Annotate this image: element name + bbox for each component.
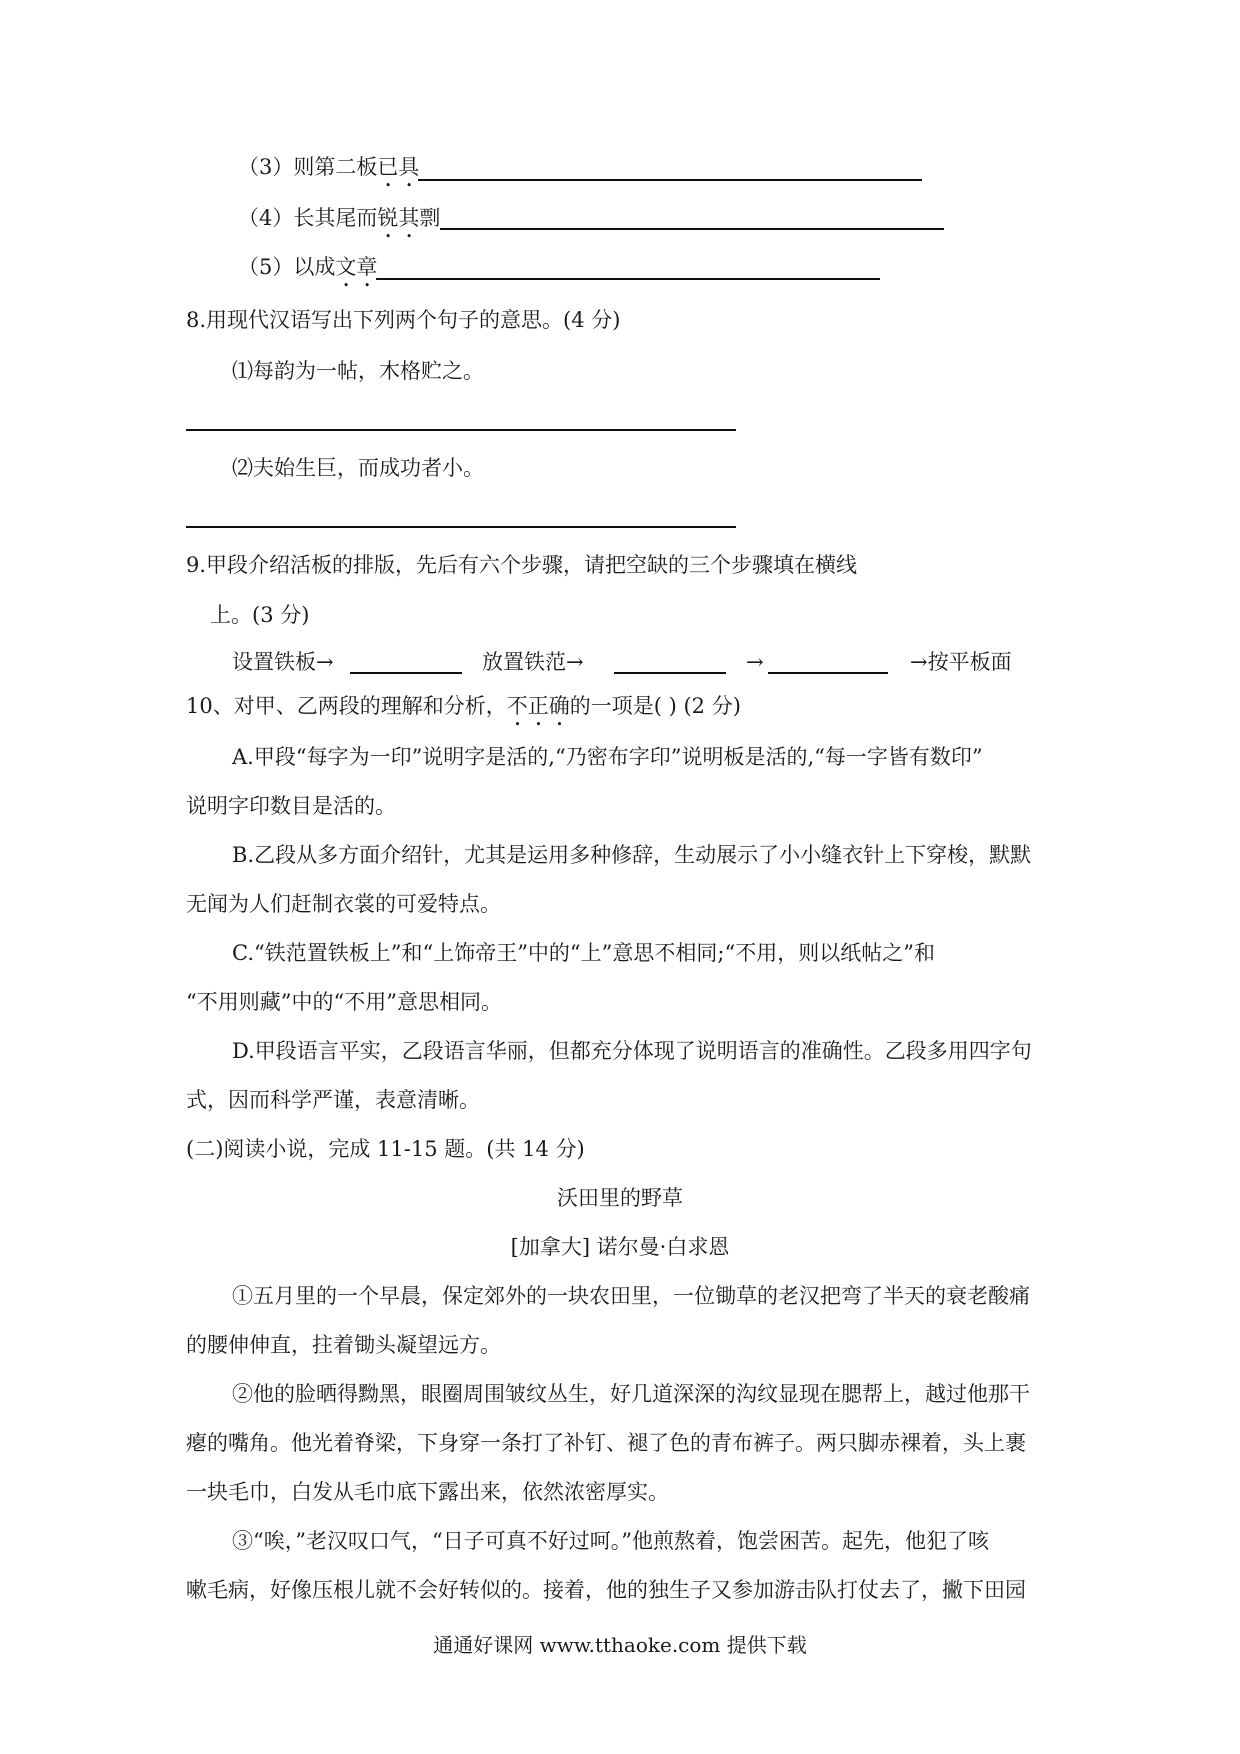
q8-answer-line-1[interactable] (186, 429, 736, 431)
q8-answer-line-2[interactable] (186, 526, 736, 528)
q9-answer-blank-1[interactable] (350, 672, 462, 674)
q10-stem-text: 10、对甲、乙两段的理解和分析， (186, 694, 507, 718)
q7-item-3-text: （3）则第二板 (238, 155, 378, 179)
q8-stem: 8.用现代汉语写出下列两个句子的意思。(4 分) (186, 308, 621, 332)
q7-item-3-dotted: 已具 (377, 155, 420, 179)
q10-stem-dotted: 不正确 (506, 694, 570, 718)
q8-sentence-1: ⑴每韵为一帖，木格贮之。 (232, 359, 484, 383)
q10-option-d-line-2: 式，因而科学严谨，表意清晰。 (186, 1088, 480, 1112)
q10-option-c-line-2: “不用则藏”中的“不用”意思相同。 (186, 990, 502, 1014)
paragraph-3-line-1: ③“唉，”老汉叹口气，“日子可真不好过呵。”他煎熬着，饱尝困苦。起先，他犯了咳 (232, 1529, 989, 1553)
q9-stem-line-2: 上。(3 分) (210, 603, 310, 627)
q10-option-b-line-2: 无闻为人们赶制衣裳的可爱特点。 (186, 892, 501, 916)
paragraph-1-line-1: ①五月里的一个早晨，保定郊外的一块农田里，一位锄草的老汉把弯了半天的衰老酸痛 (232, 1284, 1030, 1308)
q9-arrow: → (746, 650, 764, 674)
q7-item-3 (238, 153, 419, 192)
q9-step-1: 设置铁板→ (232, 650, 334, 674)
section-2-heading: (二)阅读小说，完成 11-15 题。(共 14 分) (186, 1137, 585, 1161)
q7-item-4-text: （4）长其尾而 (238, 206, 378, 230)
q10-option-a-line-1: A.甲段“每字为一印”说明字是活的,“乃密布字印”说明板是活的,“每一字皆有数印” (232, 745, 983, 769)
story-author: [加拿大] 诺尔曼·白求恩 (510, 1235, 730, 1259)
q7-item-5-text: （5）以成 (238, 255, 336, 279)
q7-item-3-answer-line[interactable] (418, 179, 922, 181)
q9-stem-line-1: 9.甲段介绍活板的排版，先后有六个步骤，请把空缺的三个步骤填在横线 (186, 553, 858, 577)
q7-item-5-answer-line[interactable] (376, 278, 880, 280)
q10-option-c-line-1: C.“铁范置铁板上”和“上饰帝王”中的“上”意思不相同;“不用，则以纸帖之”和 (232, 941, 935, 965)
q9-step-last: →按平板面 (910, 650, 1012, 674)
paragraph-2-line-3: 一块毛巾，白发从毛巾底下露出来，依然浓密厚实。 (186, 1480, 669, 1504)
q10-stem (186, 692, 741, 731)
paragraph-2-line-1: ②他的脸晒得黝黑，眼圈周围皱纹丛生，好几道深深的沟纹显现在腮帮上，越过他那干 (232, 1382, 1030, 1406)
q10-option-b-line-1: B.乙段从多方面介绍针，尤其是运用多种修辞，生动展示了小小缝衣针上下穿梭，默默 (232, 843, 1032, 867)
q10-option-a-line-2: 说明字印数目是活的。 (186, 794, 396, 818)
q10-stem-text-end: 的一项是( ) (2 分) (569, 694, 741, 718)
q7-item-4 (238, 204, 440, 243)
paragraph-3-line-2: 嗽毛病，好像压根儿就不会好转似的。接着，他的独生子又参加游击队打仗去了，撇下田园 (186, 1578, 1026, 1602)
page-footer: 通通好课网 www.tthaoke.com 提供下载 (433, 1633, 807, 1657)
q7-item-5-dotted: 文章 (335, 255, 378, 279)
q7-item-5 (238, 253, 377, 292)
q7-item-4-text-end: 剽 (419, 206, 441, 230)
paragraph-1-line-2: 的腰伸伸直，拄着锄头凝望远方。 (186, 1333, 501, 1357)
q8-sentence-2: ⑵夫始生巨，而成功者小。 (232, 456, 484, 480)
q9-answer-blank-3[interactable] (768, 672, 888, 674)
q10-option-d-line-1: D.甲段语言平实，乙段语言华丽，但都充分体现了说明语言的准确性。乙段多用四字句 (232, 1039, 1032, 1063)
q7-item-4-dotted: 锐其 (377, 206, 420, 230)
q9-answer-blank-2[interactable] (614, 672, 726, 674)
paragraph-2-line-2: 瘪的嘴角。他光着脊梁，下身穿一条打了补钉、褪了色的青布裤子。两只脚赤裸着，头上裹 (186, 1431, 1026, 1455)
story-title: 沃田里的野草 (557, 1186, 683, 1210)
q7-item-4-answer-line[interactable] (440, 228, 944, 230)
q9-step-2: 放置铁范→ (482, 650, 584, 674)
